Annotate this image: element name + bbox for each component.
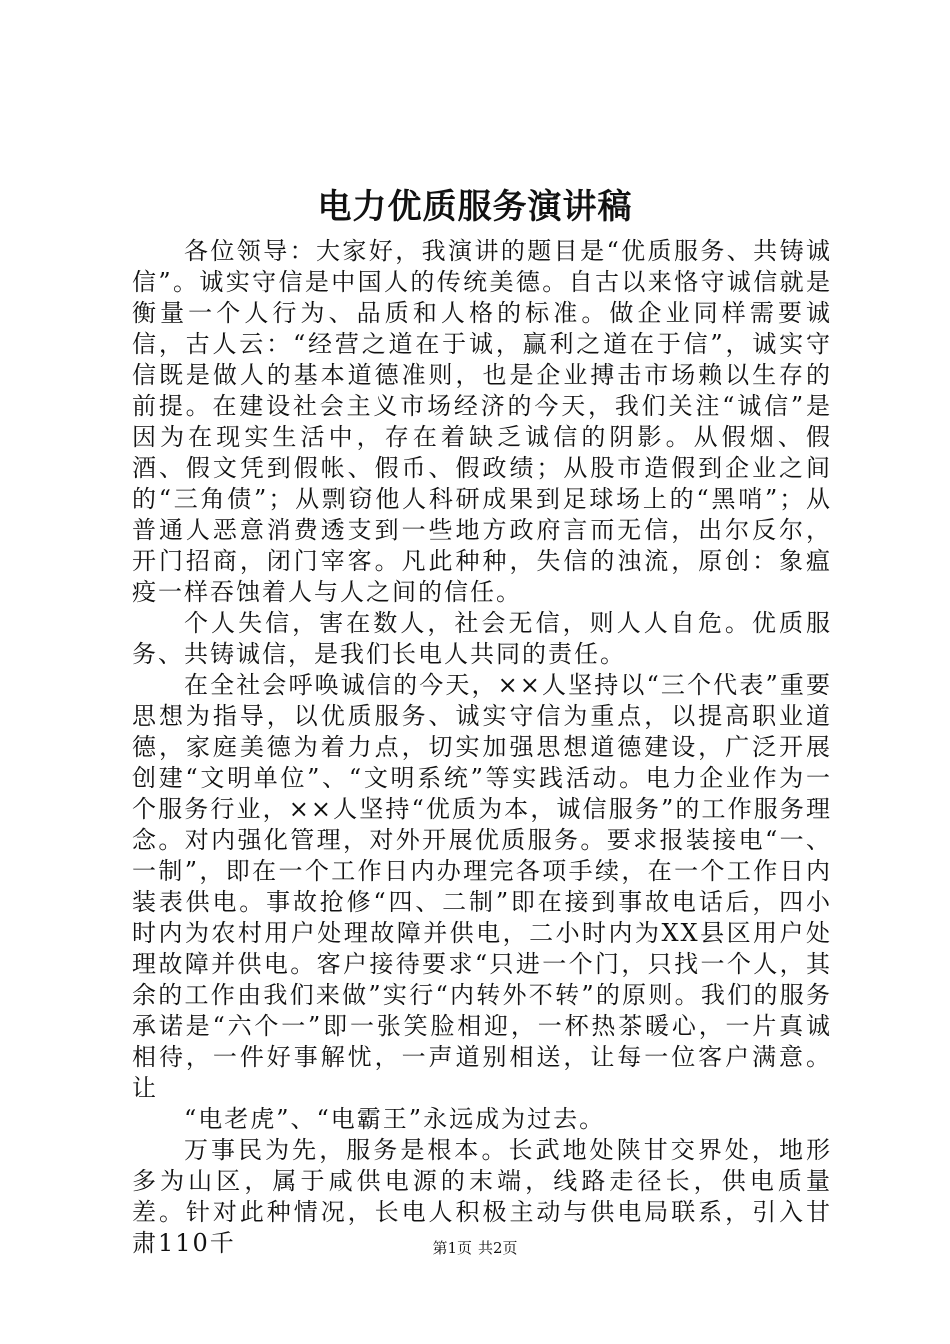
page-total: 共2页 [478,1239,518,1257]
paragraph: 在全社会呼唤诚信的今天，××人坚持以“三个代表”重要思想为指导，以优质服务、诚实守信为重点，以提高职业道德，家庭美德为着力点，切实加强思想道德建设，广泛开展创建“文明单位”、“文明系统”等实践活动。电力企业作为一个服务行业，××人坚持“优质为本，诚信服务”的工作服务理念。对内强化管理，对外开展优质服务。要求报装接电“一、一制”，即在一个工作日内办理完各项手续，在一个工作日内装表供电。事故抢修“四、二制”即在接到事故电话后，四小时内为农村用户处理故障并供电，二小时内为XX县区用户处理故障并供电。客户接待要求“只进一个门，只找一个人，其余的工作由我们来做”实行“内转外不转”的原则。我们的服务承诺是“六个一”即一张笑脸相迎，一杯热茶暖心，一片真诚相待，一件好事解忧，一声道别相送，让每一位客户满意。让 [132,671,832,1102]
page-footer [0,1238,950,1258]
paragraph: 个人失信，害在数人，社会无信，则人人自危。优质服务、共铸诚信，是我们长电人共同的责任。 [132,609,832,668]
paragraph: 各位领导：大家好，我演讲的题目是“优质服务、共铸诚信”。诚实守信是中国人的传统美德。自古以来恪守诚信就是衡量一个人行为、品质和人格的标准。做企业同样需要诚信，古人云：“经营之道在于诚，赢利之道在于信”，诚实守信既是做人的基本道德准则，也是企业搏击市场赖以生存的前提。在建设社会主义市场经济的今天，我们关注“诚信”是因为在现实生活中，存在着缺乏诚信的阴影。从假烟、假酒、假文凭到假帐、假币、假政绩；从股市造假到企业之间的“三角债”；从剽窃他人科研成果到足球场上的“黑哨”；从普通人恶意消费透支到一些地方政府言而无信，出尔反尔，开门招商，闭门宰客。凡此种种，失信的浊流，原创：象瘟疫一样吞蚀着人与人之间的信任。 [132,237,832,606]
document-body [132,236,832,1259]
document-title: 电力优质服务演讲稿 [317,187,633,227]
paragraph: 万事民为先，服务是根本。长武地处陕甘交界处，地形多为山区，属于咸供电源的末端，线路走径长，供电质量差。针对此种情况，长电人积极主动与供电局联系，引入甘肃110千 [132,1136,832,1257]
page-number: 第1页 [432,1239,472,1257]
paragraph: “电老虎”、“电霸王”永远成为过去。 [184,1105,606,1133]
